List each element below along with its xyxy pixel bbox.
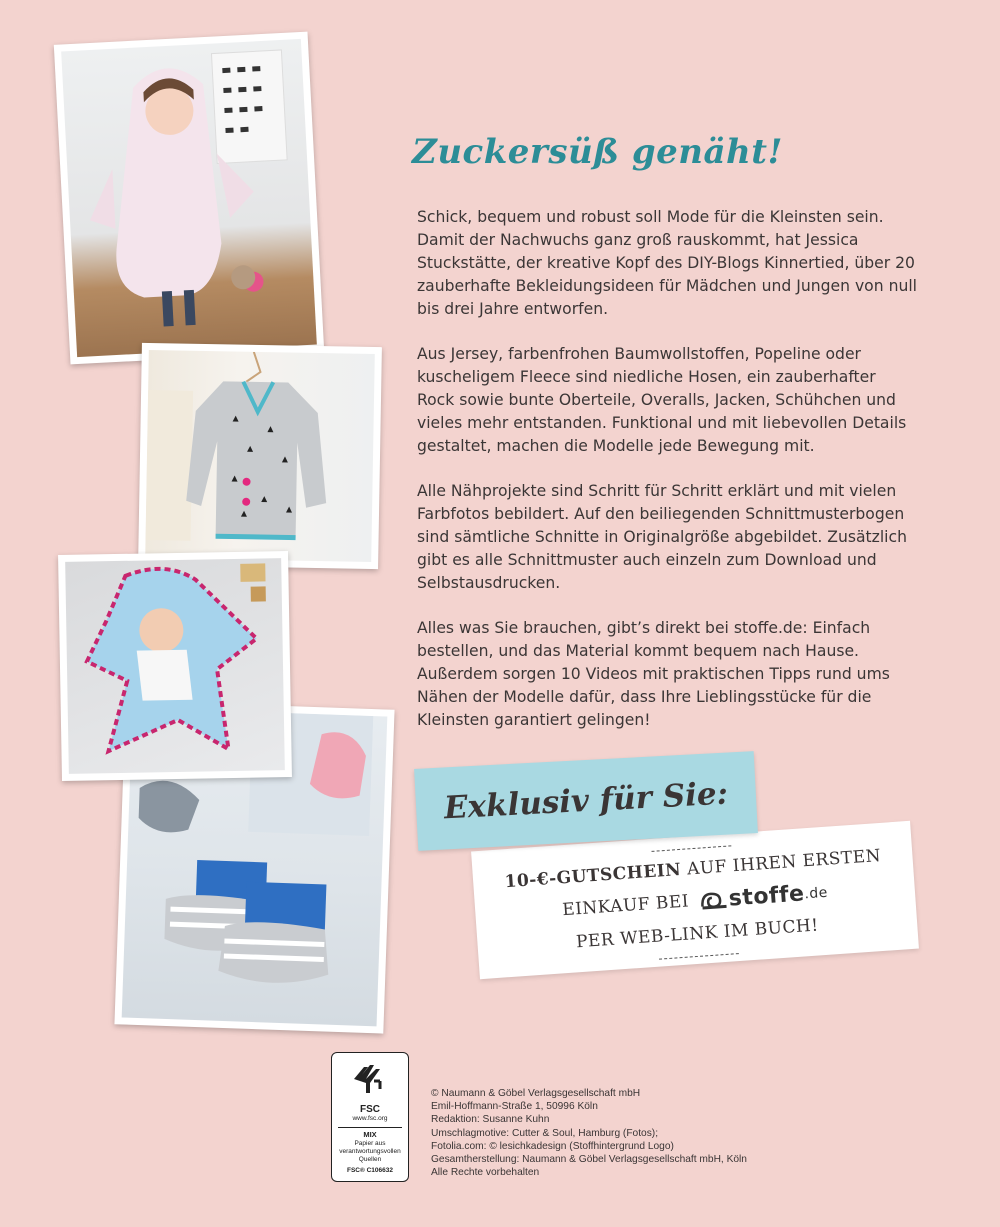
brand-name: stoffe (727, 880, 806, 912)
voucher-line-3: PER WEB-LINK IM BUCH! (575, 914, 820, 952)
voucher-line-2-text: EINKAUF BEI (561, 891, 690, 921)
voucher-amount: 10-€-GUTSCHEIN (504, 859, 682, 893)
fsc-desc: Papier aus verantwortungsvollen Quellen (339, 1140, 401, 1163)
paragraph: Aus Jersey, farbenfrohen Baumwollstoffen, Popeline oder kuscheligem Fleece sind niedliche Hosen, ein zauberhafter Rock sowie bunte Oberteile, Overalls, Jacken, Schühchen und vieles mehr entstanden. Funktional und mit liebevollen Details gestaltet, machen die Modelle jede Bewegung mit. (417, 345, 907, 455)
paragraph: Schick, bequem und robust soll Mode für die Kleinsten sein. Damit der Nachwuchs ganz groß rauskommt, hat Jessica Stuckstätte, der kreative Kopf des DIY-Blogs Kinnertied, über 20 zauberhafte Bekleidungsideen für Mädchen und Jungen von null bis drei Jahre entworfen. (417, 208, 917, 318)
paragraph: Alle Nähprojekte sind Schritt für Schritt erklärt und mit vielen Farbfotos bebildert. Auf den beiliegenden Schnittmusterbogen sind sämtliche Schnitte in Originalgröße abgebildet. Zusätzlich gibt es alle Schnittmuster auch einzeln zum Download und Selbstausdrucken. (417, 482, 907, 592)
imprint-line: Emil-Hoffmann-Straße 1, 50996 Köln (431, 1101, 598, 1113)
paragraph: Alles was Sie brauchen, gibt’s direkt bei stoffe.de: Einfach bestellen, und das Material kommt bequem nach Hause. Außerdem sorgen 10 Videos mit praktischen Tipps rund ums Nähen der Modelle dafür, dass Ihre Lieblingsstücke für die Kleinsten garantiert gelingen! (417, 619, 890, 729)
exclusive-banner-text: Exklusiv für Sie: (443, 775, 729, 827)
imprint-line: Redaktion: Susanne Kuhn (431, 1114, 550, 1126)
imprint-line: Fotolia.com: © lesichkadesign (Stoffhintergrund Logo) (431, 1140, 674, 1152)
fsc-label: FSC (360, 1104, 380, 1115)
fsc-code: FSC® C106632 (347, 1167, 393, 1174)
imprint (431, 1087, 747, 1179)
photo-baby-in-blue-wrap (58, 551, 292, 781)
imprint-line: © Naumann & Göbel Verlagsgesellschaft mbH (431, 1088, 641, 1099)
photo-toddler-in-hooded-poncho (54, 32, 324, 365)
fsc-logo (331, 1052, 409, 1182)
dashed-divider (659, 953, 739, 960)
imprint-line: Gesamtherstellung: Naumann & Göbel Verlagsgesellschaft mbH, Köln (431, 1154, 747, 1166)
page-headline: Zuckersüß genäht! (412, 132, 783, 172)
voucher-line-1-text: AUF IHREN ERSTEN (686, 845, 882, 880)
fsc-mix: MIX (363, 1130, 377, 1139)
voucher-card (471, 821, 919, 979)
photo-triangle-print-cardigan (138, 343, 382, 569)
description-text (417, 206, 917, 754)
fsc-tree-icon (350, 1059, 390, 1099)
fabric-roll-icon (698, 888, 729, 912)
fsc-url: www.fsc.org (352, 1115, 388, 1122)
brand-suffix: .de (803, 884, 829, 902)
imprint-line: Umschlagmotive: Cutter & Soul, Hamburg (Fotos); (431, 1127, 659, 1139)
imprint-line: Alle Rechte vorbehalten (431, 1167, 540, 1179)
